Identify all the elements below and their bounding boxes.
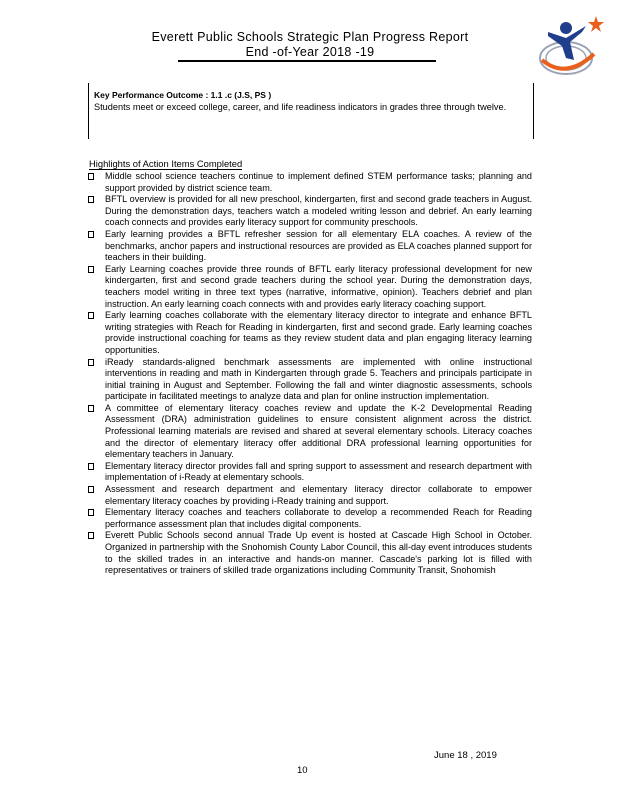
checkbox-bullet-icon [88, 196, 94, 203]
list-item: Middle school science teachers continue to implement defined STEM performance tasks; planning and support provided by district science team. [88, 171, 532, 194]
checkbox-bullet-icon [88, 509, 94, 516]
district-logo-icon [536, 14, 604, 80]
checkbox-bullet-icon [88, 405, 94, 412]
list-item: Assessment and research department and elementary literacy director collaborate to empower elementary literacy coaches by providing i-Ready training and support. [88, 484, 532, 507]
list-item: iReady standards-aligned benchmark assessments are implemented with online instructional interventions in reading and math in Kindergarten through grade 5. Teachers and principals participate in initial training in August and September. Following the fall and winter diagnostic assessments, schools participate in facilitated meetings to analyze data and plan for online instruction implementation. [88, 357, 532, 403]
kpi-heading: Key Performance Outcome : 1.1 .c (J.S, PS ) [94, 90, 272, 100]
list-item: Elementary literacy director provides fall and spring support to assessment and research department with implementation of i-Ready at elementary schools. [88, 461, 532, 484]
title-underline [178, 60, 436, 62]
list-item: A committee of elementary literacy coaches review and update the K-2 Developmental Reading Assessment (DRA) administration guidelines to ensure consistent alignment across the district. Professional learning materials are revised and shared at several elementary schools. Literacy coaches and the director of elementary literacy offer additional DRA professional learning opportunities for elementary teachers in January. [88, 403, 532, 461]
checkbox-bullet-icon [88, 231, 94, 238]
list-item: Early Learning coaches provide three rounds of BFTL early literacy professional development for new kindergarten, first and second grade teachers during the school year. During the demonstration days, teachers model writing in three text types (narrative, informative, opinion). Teachers debrief and plan instruction. An early learning coach connects with and provides early literacy coaching support. [88, 264, 532, 310]
list-item: BFTL overview is provided for all new preschool, kindergarten, first and second grade teachers in August. During the demonstration days, teachers watch a modeled writing lesson and debrief. An early learning coach connects and provides early literacy support for community preschools. [88, 194, 532, 229]
list-item: Early learning provides a BFTL refresher session for all elementary ELA coaches. A review of the benchmarks, anchor papers and instructional resources are provided as ELA coaches planned support for teachers in their building. [88, 229, 532, 264]
checkbox-bullet-icon [88, 532, 94, 539]
highlights-list [88, 171, 532, 577]
checkbox-bullet-icon [88, 463, 94, 470]
kpi-description: Students meet or exceed college, career, and life readiness indicators in grades three through twelve. [94, 102, 507, 112]
report-subtitle: End -of-Year 2018 -19 [245, 45, 375, 59]
page-number: 10 [297, 765, 308, 776]
checkbox-bullet-icon [88, 266, 94, 273]
highlights-heading: Highlights of Action Items Completed [89, 158, 243, 169]
list-item: Elementary literacy coaches and teachers collaborate to develop a recommended Reach for Reading performance assessment plan that includes digital components. [88, 507, 532, 530]
checkbox-bullet-icon [88, 486, 94, 493]
checkbox-bullet-icon [88, 173, 94, 180]
checkbox-bullet-icon [88, 359, 94, 366]
list-item: Everett Public Schools second annual Trade Up event is hosted at Cascade High School in October. Organized in partnership with the Snohomish County Labor Council, this all-day event introduces students to the skilled trades in an interactive and hands-on manner. Cascade's parking lot is filled with representatives or trainers of skilled trade organizations including Community Transit, Snohomish [88, 530, 532, 576]
report-date: June 18 , 2019 [434, 750, 497, 761]
report-title: Everett Public Schools Strategic Plan Progress Report [151, 30, 469, 44]
list-item: Early learning coaches collaborate with the elementary literacy director to integrate and enhance BFTL writing strategies with Reach for Reading in kindergarten, first and second grade. Early learning coaches provide instructional coaching for teams as they review student data and plan engaging literacy learning opportunities. [88, 310, 532, 356]
checkbox-bullet-icon [88, 312, 94, 319]
